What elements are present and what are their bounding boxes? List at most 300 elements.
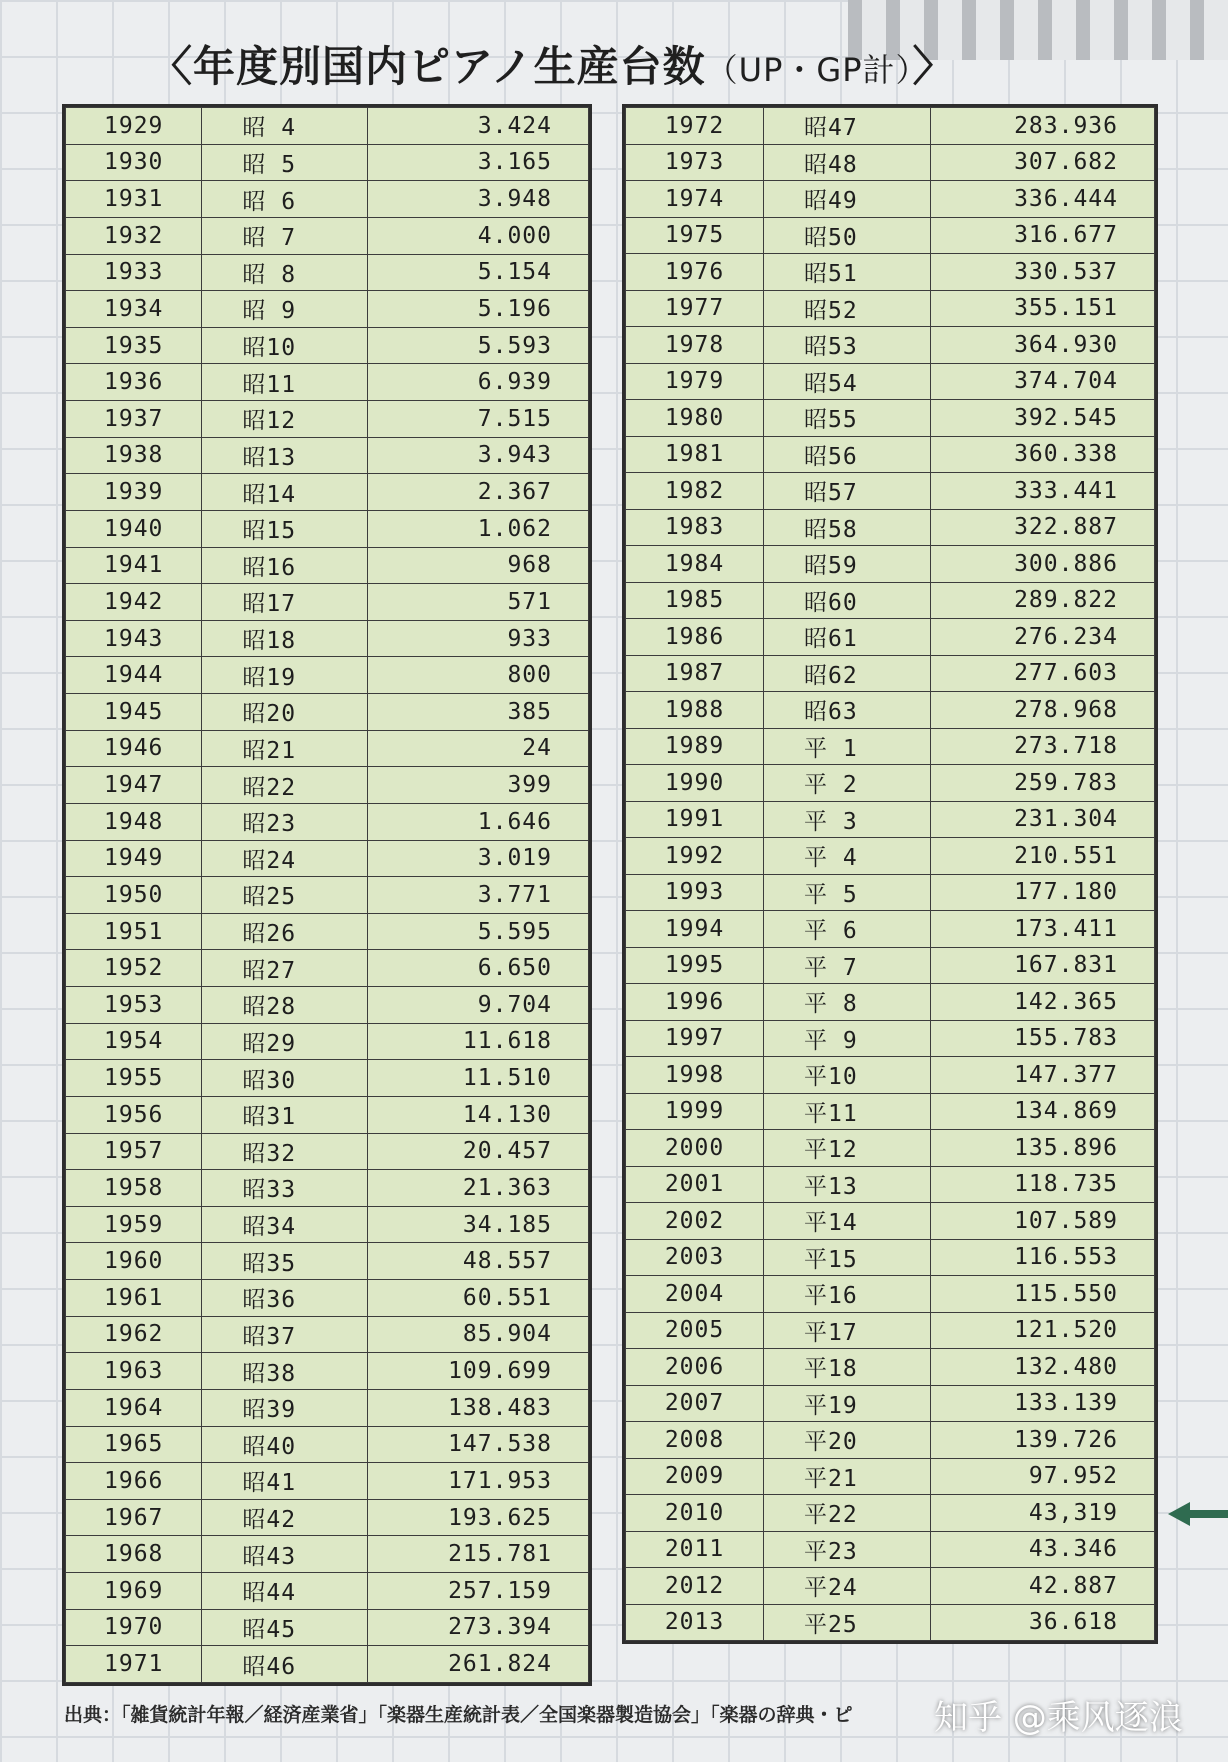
units-cell: 322.887 — [930, 509, 1154, 546]
units-cell: 283.936 — [930, 108, 1154, 145]
table-row — [626, 984, 1155, 1021]
table-row — [626, 1458, 1155, 1495]
year-cell: 1974 — [626, 181, 764, 218]
year-cell: 1933 — [66, 254, 202, 291]
table-row — [626, 838, 1155, 875]
year-cell: 1995 — [626, 947, 764, 984]
left-arrow-icon — [1168, 1502, 1228, 1526]
year-cell: 1949 — [66, 840, 202, 877]
table-row — [66, 950, 589, 987]
table-row — [626, 765, 1155, 802]
table-row — [66, 803, 589, 840]
year-cell: 1991 — [626, 801, 764, 838]
units-cell: 85.904 — [367, 1316, 589, 1353]
year-cell: 1983 — [626, 509, 764, 546]
units-cell: 7.515 — [367, 401, 589, 438]
era-cell: 昭 5 — [202, 144, 367, 181]
year-cell: 1967 — [66, 1499, 202, 1536]
era-cell: 昭21 — [202, 730, 367, 767]
table-row — [626, 400, 1155, 437]
era-cell: 昭32 — [202, 1133, 367, 1170]
year-cell: 1960 — [66, 1243, 202, 1280]
era-cell: 昭45 — [202, 1609, 367, 1646]
era-cell: 平 7 — [764, 947, 931, 984]
units-cell: 276.234 — [930, 619, 1154, 656]
table-row — [626, 1239, 1155, 1276]
year-cell: 1941 — [66, 547, 202, 584]
table-row — [66, 1060, 589, 1097]
units-cell: 5.593 — [367, 327, 589, 364]
units-cell: 109.699 — [367, 1353, 589, 1390]
table-row — [626, 254, 1155, 291]
era-cell: 昭52 — [764, 290, 931, 327]
source-citation: 出典：「雑貨統計年報／経済産業省」「楽器生産統計表／全国楽器製造協会」「楽器の辞典・ピ — [64, 1704, 853, 1726]
year-cell: 1997 — [626, 1020, 764, 1057]
units-cell: 316.677 — [930, 217, 1154, 254]
year-cell: 1955 — [66, 1060, 202, 1097]
era-cell: 昭55 — [764, 400, 931, 437]
units-cell: 360.338 — [930, 436, 1154, 473]
units-cell: 3.948 — [367, 181, 589, 218]
table-row — [66, 913, 589, 950]
era-cell: 昭31 — [202, 1096, 367, 1133]
table-row — [626, 1349, 1155, 1386]
year-cell: 2007 — [626, 1385, 764, 1422]
units-cell: 571 — [367, 584, 589, 621]
year-cell: 1951 — [66, 913, 202, 950]
year-cell: 2006 — [626, 1349, 764, 1386]
year-cell: 1996 — [626, 984, 764, 1021]
table-row — [66, 1609, 589, 1646]
units-cell: 330.537 — [930, 254, 1154, 291]
era-cell: 昭57 — [764, 473, 931, 510]
era-cell: 平 8 — [764, 984, 931, 1021]
era-cell: 昭60 — [764, 582, 931, 619]
units-cell: 800 — [367, 657, 589, 694]
table-row — [626, 1057, 1155, 1094]
table-row — [66, 474, 589, 511]
era-cell: 昭28 — [202, 987, 367, 1024]
units-cell: 121.520 — [930, 1312, 1154, 1349]
year-cell: 2008 — [626, 1422, 764, 1459]
table-row — [626, 1276, 1155, 1313]
table-row — [626, 655, 1155, 692]
units-cell: 43,319 — [930, 1495, 1154, 1532]
year-cell: 1944 — [66, 657, 202, 694]
year-cell: 1966 — [66, 1463, 202, 1500]
era-cell: 昭19 — [202, 657, 367, 694]
year-cell: 1961 — [66, 1280, 202, 1317]
year-cell: 1990 — [626, 765, 764, 802]
era-cell: 昭22 — [202, 767, 367, 804]
year-cell: 1958 — [66, 1170, 202, 1207]
year-cell: 1946 — [66, 730, 202, 767]
table-row — [66, 401, 589, 438]
year-cell: 2003 — [626, 1239, 764, 1276]
table-row — [66, 657, 589, 694]
era-cell: 平14 — [764, 1203, 931, 1240]
era-cell: 昭17 — [202, 584, 367, 621]
units-cell: 215.781 — [367, 1536, 589, 1573]
year-cell: 1993 — [626, 874, 764, 911]
era-cell: 昭53 — [764, 327, 931, 364]
year-cell: 1998 — [626, 1057, 764, 1094]
units-cell: 118.735 — [930, 1166, 1154, 1203]
units-cell: 60.551 — [367, 1280, 589, 1317]
table-row — [66, 1170, 589, 1207]
units-cell: 261.824 — [367, 1646, 589, 1683]
table-row — [66, 437, 589, 474]
units-cell: 278.968 — [930, 692, 1154, 729]
table-row — [626, 144, 1155, 181]
units-cell: 1.062 — [367, 510, 589, 547]
era-cell: 平10 — [764, 1057, 931, 1094]
era-cell: 昭62 — [764, 655, 931, 692]
units-cell: 399 — [367, 767, 589, 804]
table-row — [66, 254, 589, 291]
units-cell: 11.510 — [367, 1060, 589, 1097]
units-cell: 5.154 — [367, 254, 589, 291]
era-cell: 平20 — [764, 1422, 931, 1459]
era-cell: 昭23 — [202, 803, 367, 840]
era-cell: 昭33 — [202, 1170, 367, 1207]
table-row — [66, 1096, 589, 1133]
units-cell: 107.589 — [930, 1203, 1154, 1240]
table-row — [626, 1203, 1155, 1240]
year-cell: 1935 — [66, 327, 202, 364]
units-cell: 277.603 — [930, 655, 1154, 692]
table-row — [626, 509, 1155, 546]
units-cell: 116.553 — [930, 1239, 1154, 1276]
era-cell: 平11 — [764, 1093, 931, 1130]
units-cell: 133.139 — [930, 1385, 1154, 1422]
year-cell: 2001 — [626, 1166, 764, 1203]
units-cell: 11.618 — [367, 1023, 589, 1060]
table-row — [66, 1389, 589, 1426]
table-row — [626, 1385, 1155, 1422]
units-cell: 97.952 — [930, 1458, 1154, 1495]
table-row — [66, 1280, 589, 1317]
year-cell: 1973 — [626, 144, 764, 181]
era-cell: 平 5 — [764, 874, 931, 911]
era-cell: 昭44 — [202, 1573, 367, 1610]
year-cell: 1989 — [626, 728, 764, 765]
year-cell: 1988 — [626, 692, 764, 729]
era-cell: 昭20 — [202, 694, 367, 731]
units-cell: 3.165 — [367, 144, 589, 181]
era-cell: 昭63 — [764, 692, 931, 729]
units-cell: 135.896 — [930, 1130, 1154, 1167]
units-cell: 147.538 — [367, 1426, 589, 1463]
era-cell: 昭24 — [202, 840, 367, 877]
era-cell: 平25 — [764, 1604, 931, 1641]
table-row — [626, 947, 1155, 984]
table-row — [626, 582, 1155, 619]
table-row — [66, 1499, 589, 1536]
table-row — [626, 1166, 1155, 1203]
table-row — [626, 1020, 1155, 1057]
units-cell: 4.000 — [367, 217, 589, 254]
table-body-left — [66, 108, 589, 1683]
table-row — [626, 1604, 1155, 1641]
units-cell: 364.930 — [930, 327, 1154, 364]
era-cell: 昭30 — [202, 1060, 367, 1097]
year-cell: 1987 — [626, 655, 764, 692]
table-row — [626, 436, 1155, 473]
era-cell: 平23 — [764, 1531, 931, 1568]
units-cell: 257.159 — [367, 1573, 589, 1610]
table-row — [626, 1130, 1155, 1167]
year-cell: 1968 — [66, 1536, 202, 1573]
units-cell: 6.939 — [367, 364, 589, 401]
year-cell: 2012 — [626, 1568, 764, 1605]
era-cell: 昭54 — [764, 363, 931, 400]
title-subtitle: （UP・GP計） — [705, 51, 913, 89]
year-cell: 1999 — [626, 1093, 764, 1130]
production-table-right — [622, 104, 1158, 1644]
units-cell: 142.365 — [930, 984, 1154, 1021]
year-cell: 1929 — [66, 108, 202, 145]
watermark: 知乎 @乘风逐浪 — [934, 1698, 1183, 1738]
era-cell: 昭34 — [202, 1206, 367, 1243]
year-cell: 1982 — [626, 473, 764, 510]
year-cell: 2000 — [626, 1130, 764, 1167]
era-cell: 昭10 — [202, 327, 367, 364]
era-cell: 昭51 — [764, 254, 931, 291]
table-row — [66, 1133, 589, 1170]
era-cell: 昭50 — [764, 217, 931, 254]
table-row — [66, 1353, 589, 1390]
era-cell: 昭35 — [202, 1243, 367, 1280]
units-cell: 14.130 — [367, 1096, 589, 1133]
era-cell: 平18 — [764, 1349, 931, 1386]
table-row — [66, 1646, 589, 1683]
table-row — [66, 584, 589, 621]
era-cell: 昭18 — [202, 620, 367, 657]
table-row — [626, 290, 1155, 327]
era-cell: 昭41 — [202, 1463, 367, 1500]
era-cell: 昭56 — [764, 436, 931, 473]
units-cell: 300.886 — [930, 546, 1154, 583]
era-cell: 昭27 — [202, 950, 367, 987]
units-cell: 48.557 — [367, 1243, 589, 1280]
table-row — [626, 363, 1155, 400]
year-cell: 2013 — [626, 1604, 764, 1641]
era-cell: 昭25 — [202, 877, 367, 914]
table-row — [66, 1573, 589, 1610]
era-cell: 昭 7 — [202, 217, 367, 254]
era-cell: 昭 4 — [202, 108, 367, 145]
table-row — [66, 730, 589, 767]
era-cell: 昭38 — [202, 1353, 367, 1390]
units-cell: 1.646 — [367, 803, 589, 840]
era-cell: 昭49 — [764, 181, 931, 218]
table-row — [66, 767, 589, 804]
era-cell: 昭48 — [764, 144, 931, 181]
table-row — [626, 1312, 1155, 1349]
table-row — [66, 1316, 589, 1353]
year-cell: 1947 — [66, 767, 202, 804]
table-row — [626, 327, 1155, 364]
era-cell: 平21 — [764, 1458, 931, 1495]
table-row — [626, 217, 1155, 254]
units-cell: 3.943 — [367, 437, 589, 474]
units-cell: 5.196 — [367, 291, 589, 328]
era-cell: 平 2 — [764, 765, 931, 802]
units-cell: 132.480 — [930, 1349, 1154, 1386]
era-cell: 昭14 — [202, 474, 367, 511]
era-cell: 平15 — [764, 1239, 931, 1276]
era-cell: 平12 — [764, 1130, 931, 1167]
year-cell: 2005 — [626, 1312, 764, 1349]
units-cell: 5.595 — [367, 913, 589, 950]
year-cell: 1936 — [66, 364, 202, 401]
year-cell: 1980 — [626, 400, 764, 437]
year-cell: 1952 — [66, 950, 202, 987]
table-row — [66, 987, 589, 1024]
era-cell: 昭 6 — [202, 181, 367, 218]
era-cell: 昭61 — [764, 619, 931, 656]
year-cell: 1931 — [66, 181, 202, 218]
table-row — [66, 144, 589, 181]
year-cell: 1930 — [66, 144, 202, 181]
era-cell: 昭42 — [202, 1499, 367, 1536]
table-row — [66, 364, 589, 401]
year-cell: 1976 — [626, 254, 764, 291]
era-cell: 昭 9 — [202, 291, 367, 328]
table-row — [626, 874, 1155, 911]
production-table-left — [62, 104, 592, 1686]
table-row — [66, 547, 589, 584]
year-cell: 1981 — [626, 436, 764, 473]
units-cell: 385 — [367, 694, 589, 731]
year-cell: 1992 — [626, 838, 764, 875]
era-cell: 昭13 — [202, 437, 367, 474]
units-cell: 139.726 — [930, 1422, 1154, 1459]
units-cell: 173.411 — [930, 911, 1154, 948]
units-cell: 210.551 — [930, 838, 1154, 875]
year-cell: 1954 — [66, 1023, 202, 1060]
units-cell: 231.304 — [930, 801, 1154, 838]
year-cell: 1956 — [66, 1096, 202, 1133]
table-body-right — [626, 108, 1155, 1641]
units-cell: 138.483 — [367, 1389, 589, 1426]
units-cell: 20.457 — [367, 1133, 589, 1170]
units-cell: 155.783 — [930, 1020, 1154, 1057]
table-row — [626, 546, 1155, 583]
year-cell: 1962 — [66, 1316, 202, 1353]
year-cell: 1943 — [66, 620, 202, 657]
era-cell: 昭26 — [202, 913, 367, 950]
units-cell: 273.394 — [367, 1609, 589, 1646]
units-cell: 3.771 — [367, 877, 589, 914]
era-cell: 昭15 — [202, 510, 367, 547]
table-row — [66, 694, 589, 731]
page-title — [150, 34, 956, 94]
units-cell: 177.180 — [930, 874, 1154, 911]
units-cell: 43.346 — [930, 1531, 1154, 1568]
year-cell: 1984 — [626, 546, 764, 583]
year-cell: 1948 — [66, 803, 202, 840]
year-cell: 1979 — [626, 363, 764, 400]
table-row — [66, 1206, 589, 1243]
table-row — [626, 619, 1155, 656]
table-row — [626, 728, 1155, 765]
era-cell: 昭37 — [202, 1316, 367, 1353]
table-row — [626, 108, 1155, 145]
table-row — [66, 327, 589, 364]
units-cell: 21.363 — [367, 1170, 589, 1207]
table-row — [626, 801, 1155, 838]
table-row — [626, 1422, 1155, 1459]
year-cell: 1942 — [66, 584, 202, 621]
year-cell: 1945 — [66, 694, 202, 731]
era-cell: 平 4 — [764, 838, 931, 875]
table-row — [626, 1568, 1155, 1605]
units-cell: 9.704 — [367, 987, 589, 1024]
units-cell: 289.822 — [930, 582, 1154, 619]
era-cell: 昭36 — [202, 1280, 367, 1317]
units-cell: 171.953 — [367, 1463, 589, 1500]
era-cell: 昭43 — [202, 1536, 367, 1573]
units-cell: 6.650 — [367, 950, 589, 987]
units-cell: 193.625 — [367, 1499, 589, 1536]
title-open-bracket: 〈 — [150, 42, 194, 91]
era-cell: 平 6 — [764, 911, 931, 948]
table-row — [66, 1463, 589, 1500]
era-cell: 平 3 — [764, 801, 931, 838]
title-close-bracket: 〉 — [912, 42, 956, 91]
units-cell: 24 — [367, 730, 589, 767]
year-cell: 1985 — [626, 582, 764, 619]
units-cell: 147.377 — [930, 1057, 1154, 1094]
table-row — [66, 108, 589, 145]
table-row — [626, 1093, 1155, 1130]
year-cell: 1953 — [66, 987, 202, 1024]
era-cell: 昭12 — [202, 401, 367, 438]
era-cell: 平 9 — [764, 1020, 931, 1057]
units-cell: 273.718 — [930, 728, 1154, 765]
year-cell: 1934 — [66, 291, 202, 328]
era-cell: 平 1 — [764, 728, 931, 765]
units-cell: 968 — [367, 547, 589, 584]
year-cell: 1937 — [66, 401, 202, 438]
table-row — [66, 1426, 589, 1463]
era-cell: 平24 — [764, 1568, 931, 1605]
year-cell: 2002 — [626, 1203, 764, 1240]
year-cell: 1971 — [66, 1646, 202, 1683]
units-cell: 392.545 — [930, 400, 1154, 437]
era-cell: 昭58 — [764, 509, 931, 546]
year-cell: 1938 — [66, 437, 202, 474]
year-cell: 1986 — [626, 619, 764, 656]
units-cell: 3.424 — [367, 108, 589, 145]
year-cell: 1977 — [626, 290, 764, 327]
units-cell: 933 — [367, 620, 589, 657]
era-cell: 昭11 — [202, 364, 367, 401]
era-cell: 平17 — [764, 1312, 931, 1349]
units-cell: 336.444 — [930, 181, 1154, 218]
table-row — [66, 620, 589, 657]
table-row — [66, 1023, 589, 1060]
table-row — [626, 1495, 1155, 1532]
units-cell: 374.704 — [930, 363, 1154, 400]
units-cell: 42.887 — [930, 1568, 1154, 1605]
units-cell: 134.869 — [930, 1093, 1154, 1130]
year-cell: 1964 — [66, 1389, 202, 1426]
table-row — [626, 1531, 1155, 1568]
units-cell: 307.682 — [930, 144, 1154, 181]
